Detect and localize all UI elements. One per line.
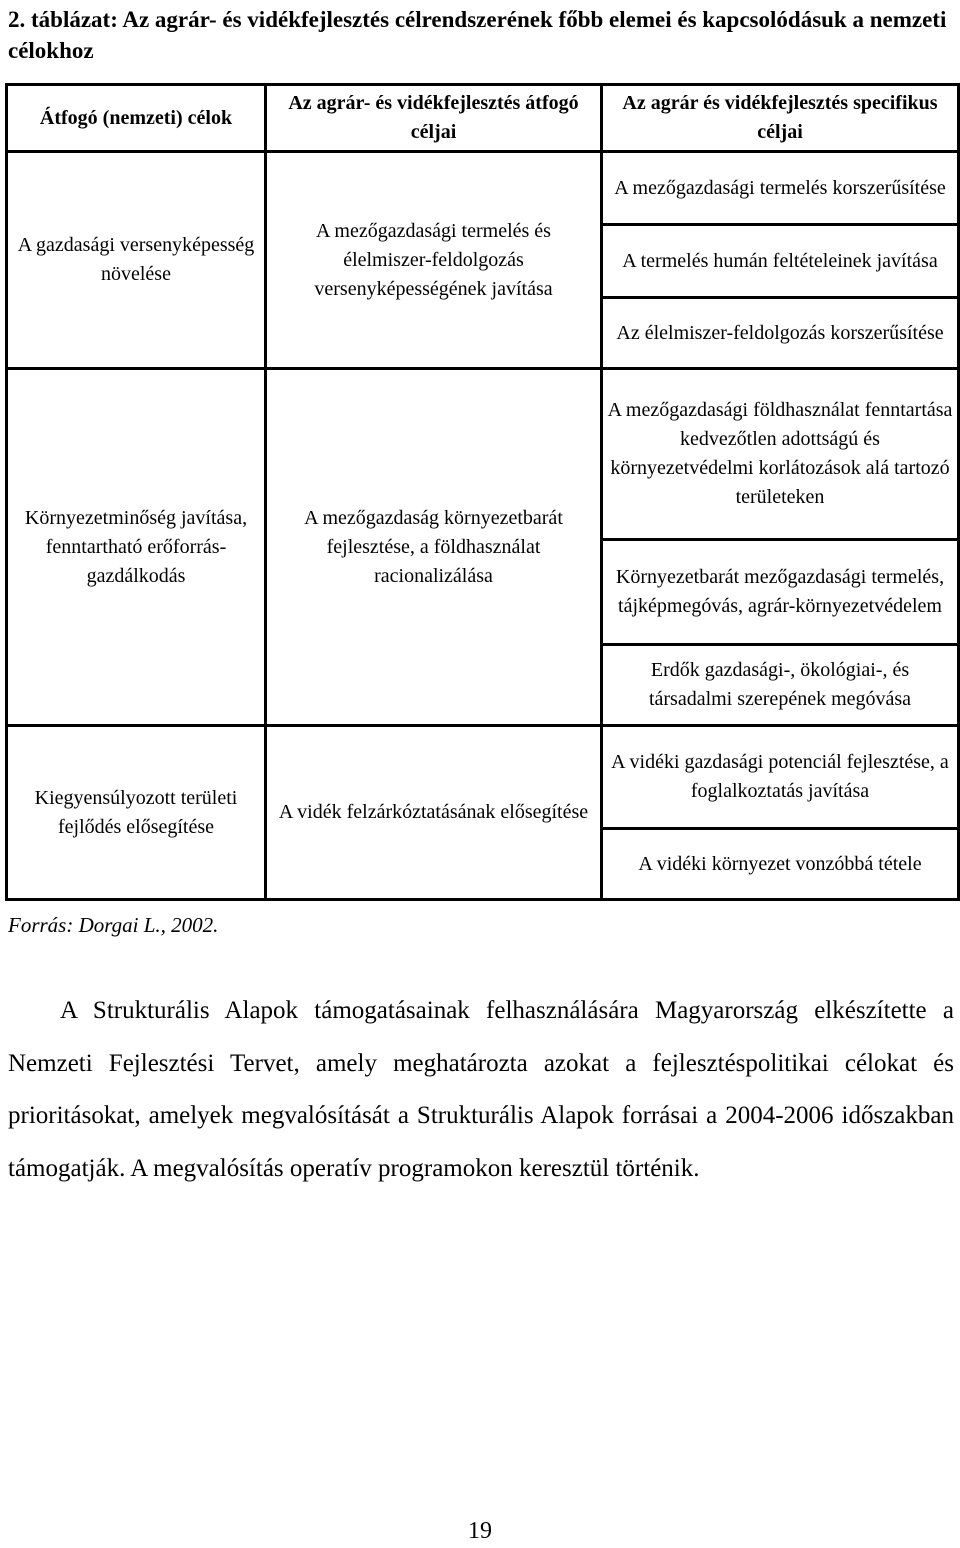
specific-goal-cell: Erdők gazdasági-, ökológiai-, és társadalmi szerepének megóvása bbox=[602, 645, 959, 726]
header-row bbox=[7, 85, 959, 152]
body-paragraph bbox=[8, 985, 954, 1195]
national-goal-cell: Környezetminőség javítása, fenntartható erőforrás-gazdálkodás bbox=[7, 369, 266, 726]
table-row bbox=[7, 152, 959, 225]
table-row bbox=[7, 369, 959, 540]
specific-goal-cell: A mezőgazdasági termelés korszerűsítése bbox=[602, 152, 959, 225]
specific-goal-cell: Környezetbarát mezőgazdasági termelés, tájképmegóvás, agrár-környezetvédelem bbox=[602, 540, 959, 645]
overall-goal-cell: A mezőgazdaság környezetbarát fejlesztése, a földhasználat racionalizálása bbox=[266, 369, 602, 726]
header-national-goals: Átfogó (nemzeti) célok bbox=[7, 85, 266, 152]
source-note: Forrás: Dorgai L., 2002. bbox=[8, 913, 219, 937]
specific-goal-cell: Az élelmiszer-feldolgozás korszerűsítése bbox=[602, 298, 959, 369]
table-caption: 2. táblázat: Az agrár- és vidékfejlesztés célrendszerének főbb elemei és kapcsolódásuk a nemzeti célokhoz bbox=[8, 7, 947, 63]
specific-goal-cell: A termelés humán feltételeinek javítása bbox=[602, 225, 959, 298]
overall-goal-cell: A vidék felzárkóztatásának elősegítése bbox=[266, 726, 602, 900]
national-goal-cell: Kiegyensúlyozott területi fejlődés elősegítése bbox=[7, 726, 266, 900]
national-goal-cell: A gazdasági versenyképesség növelése bbox=[7, 152, 266, 369]
overall-goal-cell: A mezőgazdasági termelés és élelmiszer-feldolgozás versenyképességének javítása bbox=[266, 152, 602, 369]
goals-table bbox=[5, 83, 960, 901]
specific-goal-cell: A vidéki környezet vonzóbbá tétele bbox=[602, 829, 959, 900]
specific-goal-cell: A mezőgazdasági földhasználat fenntartása kedvezőtlen adottságú és környezetvédelmi korlátozások alá tartozó területeken bbox=[602, 369, 959, 540]
page-number: 19 bbox=[468, 1518, 492, 1544]
table-row bbox=[7, 726, 959, 829]
specific-goal-cell: A vidéki gazdasági potenciál fejlesztése, a foglalkoztatás javítása bbox=[602, 726, 959, 829]
header-overall-goals: Az agrár- és vidékfejlesztés átfogó céljai bbox=[266, 85, 602, 152]
header-specific-goals: Az agrár és vidékfejlesztés specifikus céljai bbox=[602, 85, 959, 152]
body-paragraph-text: A Strukturális Alapok támogatásainak felhasználására Magyarország elkészítette a Nemzeti Fejlesztési Tervet, amely meghatározta azokat a fejlesztéspolitikai célokat és prioritásokat, amelyek megvalósítását a Strukturális Alapok forrásai a 2004-2006 időszakban támogatják. A megvalósítás operatív programokon keresztül történik. bbox=[8, 997, 954, 1182]
